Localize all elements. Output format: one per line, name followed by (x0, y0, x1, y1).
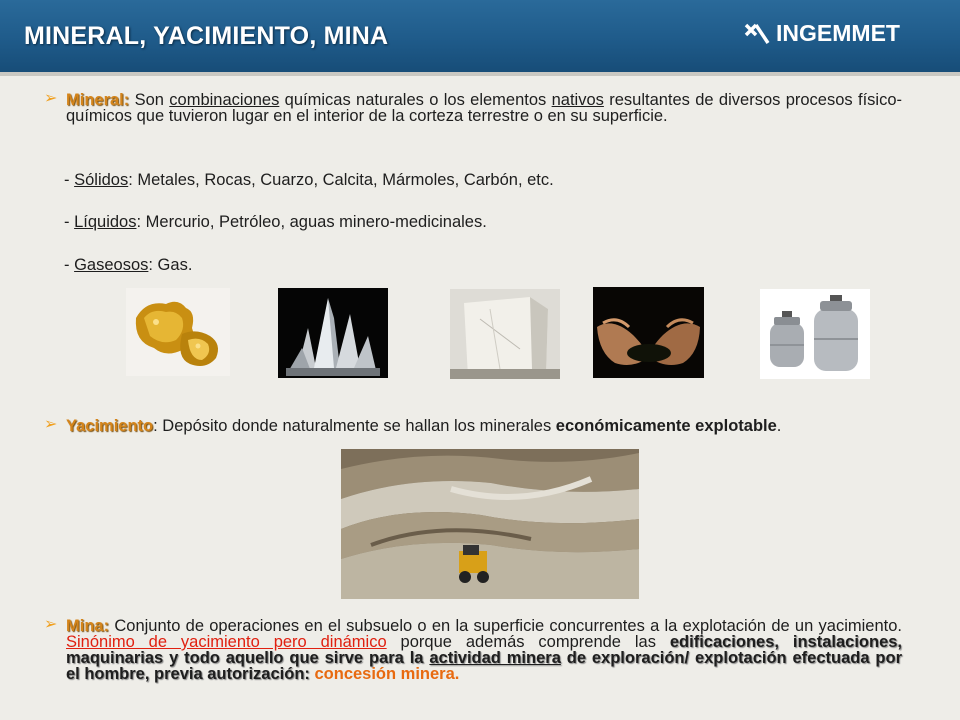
deposit-quarry-image (341, 449, 639, 599)
yacimiento-term: Yacimiento (66, 417, 154, 435)
mineral-term: Mineral: (66, 91, 130, 109)
state-liquidos: - Líquidos: Mercurio, Petróleo, aguas minero-medicinales. (64, 213, 487, 231)
pick-hammer-icon (744, 23, 770, 45)
page-title: MINERAL, YACIMIENTO, MINA (24, 22, 389, 50)
yacimiento-paragraph: Yacimiento: Depósito donde naturalmente se hallan los minerales económicamente explotable. (66, 417, 782, 435)
arrow-bullet-icon: ➢ (44, 416, 58, 433)
mineral-paragraph: Mineral: Son combinaciones químicas naturales o los elementos nativos resultantes de diversos procesos físico-químicos que tuvieron lugar en el interior de la corteza terrestre o en su superficie. (66, 91, 902, 125)
mina-paragraph: Mina: Conjunto de operaciones en el subsuelo o en la superficie concurrentes a la explotación de un yacimiento. Sinónimo de yacimiento pero dinámico porque además comprende las edificaciones, instalaciones, maquinarias y todo aquello que sirve para la actividad minera de exploración/ explotación efectuada por el hombre, previa autorización: concesión minera. (66, 617, 903, 683)
state-gaseosos: - Gaseosos: Gas. (64, 256, 193, 274)
header-bar (0, 0, 960, 72)
logo-text: INGEMMET (776, 20, 900, 46)
quartz-crystal-image (278, 288, 388, 378)
oil-hands-image (593, 287, 704, 378)
header-divider (0, 72, 960, 76)
ingemmet-logo (744, 20, 900, 47)
marble-block-image (450, 289, 560, 379)
arrow-bullet-icon: ➢ (44, 90, 58, 107)
state-solidos: - Sólidos: Metales, Rocas, Cuarzo, Calcita, Mármoles, Carbón, etc. (64, 171, 554, 189)
arrow-bullet-icon: ➢ (44, 616, 58, 633)
mina-term: Mina: (66, 617, 110, 635)
gas-cylinder-image (760, 289, 870, 379)
gold-nugget-image (126, 288, 230, 376)
